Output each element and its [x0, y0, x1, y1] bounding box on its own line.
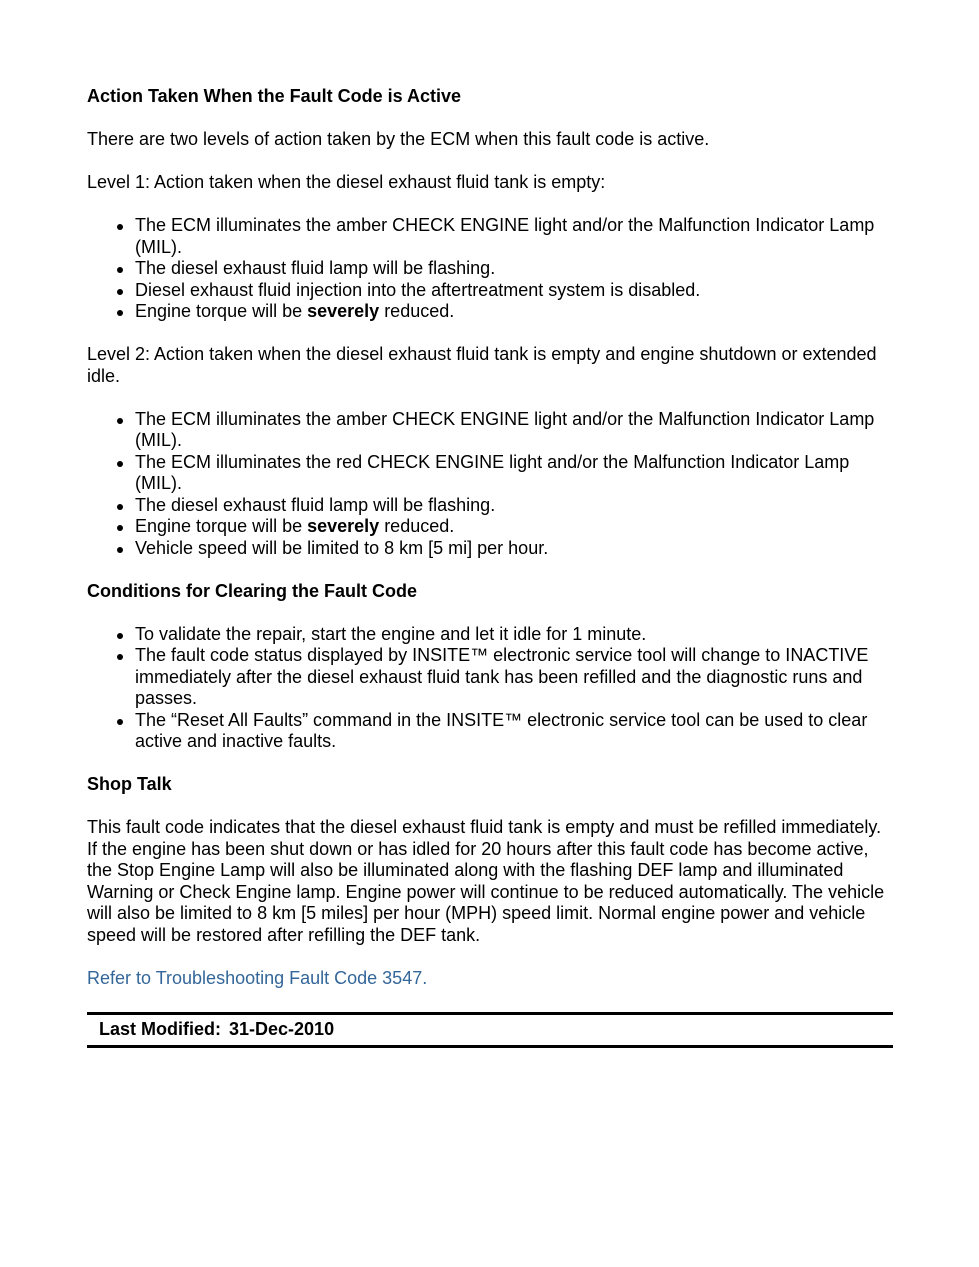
- list-item: The diesel exhaust fluid lamp will be flashing.: [135, 495, 893, 517]
- bullet-icon: [117, 719, 123, 725]
- last-modified-date: 31-Dec-2010: [229, 1018, 335, 1039]
- emphasis-text: severely: [307, 516, 380, 536]
- level2-title: Level 2: Action taken when the diesel exhaust fluid tank is empty and engine shutdown or extended idle.: [87, 344, 877, 386]
- list-item: The fault code status displayed by INSITE™ electronic service tool will change to INACTIVE immediately after the diesel exhaust fluid tank has been refilled and the diagnostic runs and passes.: [135, 645, 893, 710]
- shop-talk-heading: Shop Talk: [87, 774, 172, 794]
- list-item: To validate the repair, start the engine and let it idle for 1 minute.: [135, 624, 893, 646]
- bullet-icon: [117, 310, 123, 316]
- list-item: Engine torque will be severely reduced.: [135, 516, 893, 538]
- bullet-icon: [117, 418, 123, 424]
- action-intro: There are two levels of action taken by the ECM when this fault code is active.: [87, 129, 710, 149]
- last-modified-footer: [87, 1012, 893, 1048]
- list-item: The diesel exhaust fluid lamp will be flashing.: [135, 258, 893, 280]
- troubleshooting-link[interactable]: Refer to Troubleshooting Fault Code 3547.: [87, 967, 428, 988]
- bullet-icon: [117, 547, 123, 553]
- clearing-heading: Conditions for Clearing the Fault Code: [87, 580, 417, 601]
- last-modified-label: Last Modified:: [99, 1018, 221, 1039]
- bullet-icon: [117, 224, 123, 230]
- shop-talk-body: This fault code indicates that the diesel exhaust fluid tank is empty and must be refilled immediately. If the engine has been shut down or has idled for 20 hours after this fault code has become active, the Stop Engine Lamp will also be illuminated along with the flashing DEF lamp and illuminated Warning or Check Engine lamp. Engine power will continue to be reduced automatically. The vehicle will also be limited to 8 km [5 miles] per hour (MPH) speed limit. Normal engine power and vehicle speed will be restored after refilling the DEF tank.: [87, 817, 885, 945]
- list-item: The ECM illuminates the amber CHECK ENGINE light and/or the Malfunction Indicator Lamp (MIL).: [135, 409, 893, 452]
- bullet-icon: [117, 267, 123, 273]
- bullet-icon: [117, 525, 123, 531]
- bullet-icon: [117, 654, 123, 660]
- list-item: Engine torque will be severely reduced.: [135, 301, 893, 323]
- bullet-icon: [117, 289, 123, 295]
- list-item: The “Reset All Faults” command in the INSITE™ electronic service tool can be used to clear active and inactive faults.: [135, 710, 893, 753]
- list-item: Diesel exhaust fluid injection into the aftertreatment system is disabled.: [135, 280, 893, 302]
- bullet-icon: [117, 633, 123, 639]
- level2-list: [87, 409, 893, 560]
- document-content: [87, 86, 893, 1048]
- action-heading: Action Taken When the Fault Code is Active: [87, 86, 462, 106]
- clearing-list: [87, 624, 893, 753]
- emphasis-text: severely: [307, 301, 380, 321]
- level1-list: [87, 215, 893, 323]
- list-item: The ECM illuminates the red CHECK ENGINE light and/or the Malfunction Indicator Lamp (MIL).: [135, 452, 893, 495]
- list-item: The ECM illuminates the amber CHECK ENGINE light and/or the Malfunction Indicator Lamp (MIL).: [135, 215, 893, 258]
- bullet-icon: [117, 461, 123, 467]
- list-item: Vehicle speed will be limited to 8 km [5 mi] per hour.: [135, 538, 893, 560]
- bullet-icon: [117, 504, 123, 510]
- level1-title: Level 1: Action taken when the diesel exhaust fluid tank is empty:: [87, 172, 606, 192]
